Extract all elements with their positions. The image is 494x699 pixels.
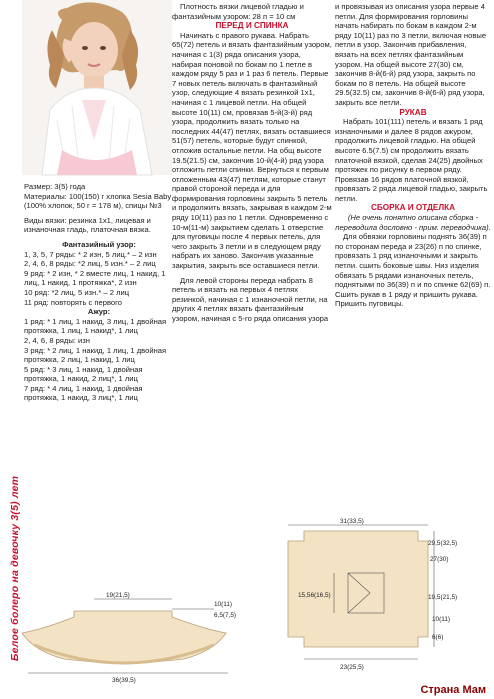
child-photo-illustration bbox=[22, 0, 172, 175]
front-back-heading: ПЕРЕД И СПИНКА bbox=[215, 21, 289, 31]
right-column bbox=[335, 2, 491, 309]
left-column bbox=[24, 182, 174, 403]
sleeve-height-1: 10(11) bbox=[214, 601, 232, 608]
body-right-dim-2: 27(30) bbox=[430, 556, 449, 563]
fancy-row-1: 1, 3, 5, 7 ряды: * 2 изн, 5 лиц.* – 2 изн bbox=[24, 249, 157, 259]
sleeve-text: Набрать 101(111) петель и вязать 1 ряд изнаночными и далее 8 рядов ажуром, продолжить лицевой гладью. На общей высоте 6.5(7.5) см продолжить вязать платочной вязкой, сделав 24(25) двойных протяжек по рисунку в первом ряду. Провязав 16 рядов платочной вязкой, провязать 2 ряда лицевой гладью, закрыть петли. bbox=[335, 117, 488, 203]
materials: Материалы: 100(150) г хлопка Sesia Baby (100% хлопок, 50 г = 178 м), спицы №3 bbox=[24, 191, 172, 211]
body-top-width: 31(33,5) bbox=[340, 518, 364, 525]
openwork-row-3: 3 ряд: * 2 лиц, 1 накид, 1 лиц, 1 двойная протяжка, 2 лиц, 1 накид, 1 лиц bbox=[24, 345, 167, 365]
fancy-row-4: 10 ряд: *2 лиц, 5 изн.* – 2 лиц bbox=[24, 287, 130, 297]
body-right-dim-5: 6(6) bbox=[432, 634, 444, 641]
openwork-row-4: 5 ряд: * 3 лиц, 1 накид, 1 двойная протяжка, 1 накид, 2 лиц*, 1 лиц bbox=[24, 364, 143, 384]
openwork-row-1: 1 ряд: * 1 лиц, 1 накид, 3 лиц, 1 двойная протяжка, 1 лиц, 1 накид*, 1 лиц bbox=[24, 316, 167, 336]
body-schematic bbox=[278, 517, 458, 672]
body-left-height: 15,56(16,5) bbox=[298, 592, 331, 599]
translator-note: (Не очень понятно описана сборка - переводила дословно - прим. переводчика). bbox=[335, 213, 491, 232]
openwork-row-5: 7 ряд: * 4 лиц, 1 накид, 1 двойная протяжка, 1 накид, 3 лиц*, 1 лиц bbox=[24, 383, 143, 403]
gauge-text: Плотность вязки лицевой гладью и фантазийным узором: 28 п = 10 см bbox=[172, 2, 304, 21]
vertical-title: Белое болеро на девочку 3(5) лет bbox=[9, 475, 21, 661]
body-shape bbox=[288, 531, 428, 647]
openwork-row-2: 2, 4, 6, 8 ряды: изн bbox=[24, 335, 90, 345]
assembly-heading: СБОРКА И ОТДЕЛКА bbox=[370, 203, 456, 213]
continued-text: и провязывая из описания узора первые 4 петли. Для формирования горловины начать набирать по бокам в каждом 2-м ряду 10(11) раз по 3 петли, включая новые петли в узор. Закончив прибавления, вязать на всех петлях фантазийным узором. На общей высоте 27(30) см, закончив 8-й(6-й) ряд узора, закрыть по бокам по 8 петель. На общей высоте 29.5(32.5) см, закончив 8-й(6-й) ряд узора, закрыть все петли. bbox=[335, 2, 487, 107]
body-right-dim-3: 19,5(21,5) bbox=[428, 594, 458, 601]
fancy-row-3: 9 ряд: * 2 изн, * 2 вместе лиц, 1 накид, 1 лиц, 1 накид, 1 протяжка*, 2 изн bbox=[24, 268, 166, 288]
sleeve-heading: РУКАВ bbox=[399, 107, 427, 117]
sleeve-top-width: 19(21,5) bbox=[106, 592, 130, 599]
sleeve-height-2: 6,5(7,5) bbox=[214, 612, 237, 619]
knitting-types: Виды вязки: резинка 1х1, лицевая и изнаночная гладь, платочная вязка. bbox=[24, 215, 151, 235]
body-right-dim-1: 29,5(32,5) bbox=[428, 540, 458, 547]
body-bottom-width: 23(25,5) bbox=[340, 664, 364, 671]
assembly-text: Для обвязки горловины поднять 36(39) п по сторонам переда и 23(26) п по спинке, провязать 1 ряд изнаночными и закрыть петли. сшить боковые швы. Низ изделия обвязать 5 рядами изнаночных петель, поднятыми по 36(39) п и по спинке 62(69) п. Сшить рукав в 1 ряду и пришить рукава. Пришить пуговицы. bbox=[335, 232, 491, 309]
sleeve-schematic bbox=[14, 585, 252, 685]
left-side-text: Для левой стороны переда набрать 8 петель и вязать на первых 4 петлях резинкой, начиная с 1 изнаночной петли, на других 4 петлях вязать фантазийным узором, начиная с 5-го ряда описания узора bbox=[172, 275, 329, 323]
fancy-row-5: 11 ряд: повторять с первого bbox=[24, 297, 122, 307]
middle-column bbox=[172, 2, 332, 324]
body-right-dim-4: 10(11) bbox=[432, 616, 450, 623]
child-photo bbox=[22, 0, 172, 175]
watermark: Страна Мам bbox=[420, 684, 486, 696]
openwork-heading: Ажур: bbox=[87, 307, 111, 317]
front-back-text: Начинать с правого рукава. Набрать 65(72) петель и вязать фантазийным узором, начиная с 1(3) ряда описания узора, набирая поновой по бокам по 1 петле в каждом ряду 5 раз и 1 раз 6 петель. Первые 7 новых петель включать в фантазийный узор, следующие 4 вязать резинкой 1х1, начиная с 1 лицевой петли. На общей высоте 10(11) см, провязав 5-й(3-й) ряд узора, продолжить вязать только на последних 44(47) петлях, вязать оставшиеся 51(57) петель, которые будут спинкой, отложив остальные петли. На общ высоте 19.5(21.5) см, закончив 10-й(4-й) ряд узора отложить петли спинки. Вернуться к первым отложенным 43(47) петлям, которые станут правой стороной переда и для формирования горловины закрыть 5 петель и продолжить вязать, закрывая в каждом 2-м ряду 10(11) раз по 1 петли. Одновременно с 10-м(11-м) закрытием сделать 1 отверстие для пуговицы после 4 первых петель, для чего закрыть 3 петли и в следующем ряду набрать их заново. Закончив указанные закрытия, закрыть все оставшиеся петли. bbox=[172, 30, 332, 271]
fancy-pattern-heading: Фантазийный узор: bbox=[62, 239, 136, 249]
fancy-row-2: 2, 4, 6, 8 ряды: *2 лиц, 5 изн.* – 2 лиц bbox=[24, 259, 156, 269]
sleeve-shape bbox=[22, 611, 226, 663]
size-line: Размер: 3(5) года bbox=[24, 182, 86, 191]
sleeve-bottom-width: 36(39,5) bbox=[112, 677, 136, 684]
